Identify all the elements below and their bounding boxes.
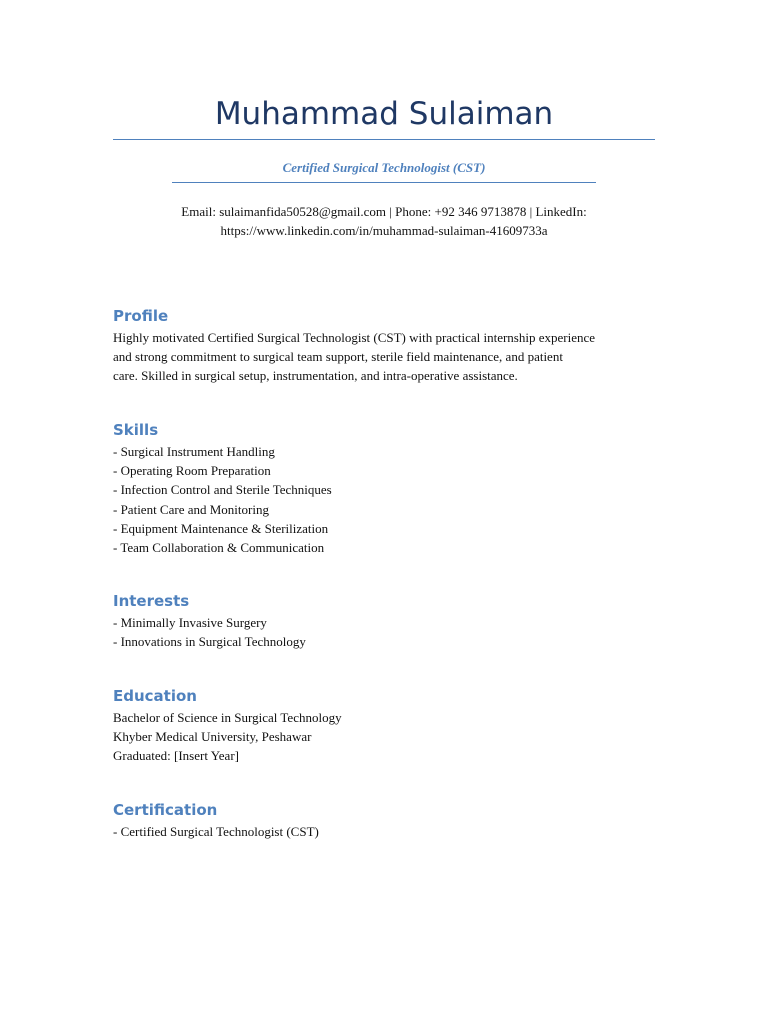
linkedin-url: https://www.linkedin.com/in/muhammad-sulaiman-41609733a: [220, 223, 548, 238]
interests-section: [113, 590, 658, 651]
skills-heading: Skills: [113, 421, 159, 439]
profile-text: [113, 328, 658, 386]
list-item: - Patient Care and Monitoring: [113, 501, 269, 517]
skills-section: [113, 419, 658, 557]
list-item: - Surgical Instrument Handling: [113, 444, 275, 459]
skills-list: [113, 442, 658, 557]
education-section: [113, 685, 658, 766]
list-item: - Certified Surgical Technologist (CST): [113, 824, 319, 839]
list-item: - Equipment Maintenance & Sterilization: [113, 520, 329, 536]
certification-heading: Certification: [113, 801, 218, 819]
title-divider: [172, 182, 596, 183]
profile-heading: Profile: [113, 307, 169, 325]
profile-line: and strong commitment to surgical team support, sterile field maintenance, and patient: [113, 349, 563, 365]
list-item: - Infection Control and Sterile Techniques: [113, 482, 332, 498]
profile-section: [113, 305, 658, 386]
candidate-name: Muhammad Sulaiman: [214, 96, 554, 132]
university: Khyber Medical University, Peshawar: [113, 729, 312, 745]
list-item: - Operating Room Preparation: [113, 463, 271, 479]
profile-line: care. Skilled in surgical setup, instrumentation, and intra-operative assistance.: [113, 368, 518, 384]
profile-line: Highly motivated Certified Surgical Technologist (CST) with practical internship experience: [113, 330, 596, 345]
degree: Bachelor of Science in Surgical Technology: [113, 710, 342, 725]
list-item: - Minimally Invasive Surgery: [113, 615, 267, 630]
education-details: [113, 708, 658, 766]
certification-section: [113, 799, 658, 841]
contact-info: [113, 202, 655, 240]
interests-heading: Interests: [113, 592, 190, 610]
contact-line: Email: sulaimanfida50528@gmail.com | Phone: +92 346 9713878 | LinkedIn:: [181, 204, 587, 219]
job-title: Certified Surgical Technologist (CST): [282, 160, 486, 175]
name-divider: [113, 139, 655, 140]
list-item: - Innovations in Surgical Technology: [113, 634, 306, 650]
graduation-date: Graduated: [Insert Year]: [113, 748, 239, 764]
education-heading: Education: [113, 687, 197, 705]
interests-list: [113, 613, 658, 651]
certification-list: [113, 822, 658, 841]
list-item: - Team Collaboration & Communication: [113, 540, 325, 556]
